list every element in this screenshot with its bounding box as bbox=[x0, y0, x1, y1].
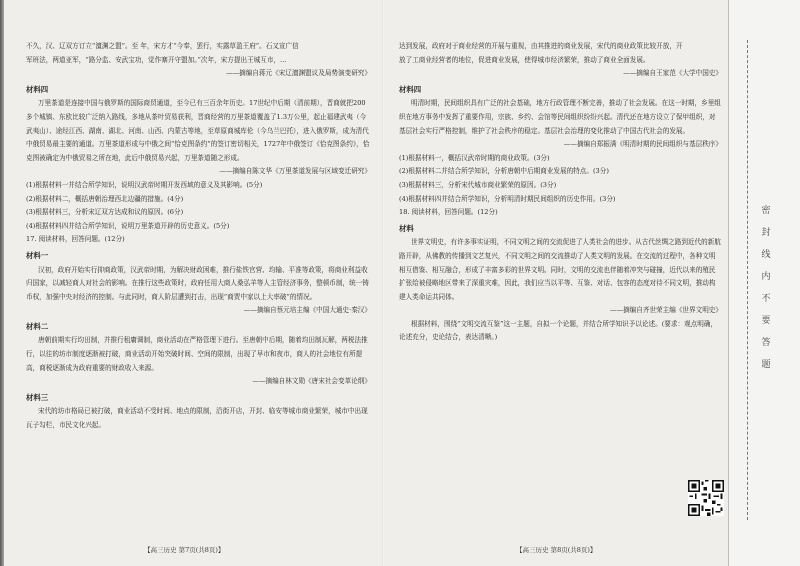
page-crease bbox=[382, 0, 384, 566]
binding-label: 密封线内不要答题 bbox=[761, 206, 771, 370]
left-material3-heading: 材料三 bbox=[26, 392, 49, 402]
right-material4-text: 明清时期，民间组织具有广泛的社会基础，地方行政管理不断完善，推动了社会发展。在这一时期，乡里组织在地方事务中发挥了重要作用，宗族、乡约、会馆等民间组织纷纷兴起。清代还在地方设立了保甲组织，对基层社会实行严格控制，维护了社会秩序的稳定。基层社会治理的变化推动了中国古代社会的发展。 bbox=[399, 99, 721, 135]
right-page-footer: 【高三历史 第8页(共8页)】 bbox=[516, 546, 597, 554]
left-material2-heading: 材料二 bbox=[26, 321, 49, 331]
right-question-4: (4)根据材料四并结合所学知识，分析明清时期民间组织的历史作用。(3分) bbox=[399, 194, 616, 203]
left-material2-text: 唐朝前期实行均田制，并推行租庸调制，商业活动在严格管理下进行。至唐朝中后期，随着均田制瓦解，两税法推行，以往的坊市制度逐渐被打破，商业活动开始突破时间、空间的限制，出现了早市和夜市，商人的社会地位有所提高，商税逐渐成为政府重要的财政收入来源。 bbox=[26, 336, 368, 372]
exam-sheet bbox=[4, 0, 728, 566]
question-18-header: 18. 阅读材料，回答问题。(12分) bbox=[399, 208, 498, 217]
left-page-column bbox=[26, 40, 371, 433]
left-top-line-1: 不久，汉、辽双方订立“澶渊之盟”。至 年，宋方才“今奉，罢行，实露草盈王府”。石又宣广信 bbox=[26, 42, 299, 50]
binding-margin bbox=[728, 0, 800, 566]
binding-dashed-line bbox=[747, 40, 748, 520]
right-source-1: ——摘编自王家范《大学中国史》 bbox=[623, 69, 722, 78]
right-top-line-2: 放了工商业经营者的地位，促进商业发展，使得城市经济繁荣，推动了商业全面发展。 bbox=[399, 55, 650, 64]
right-material-text: 世界文明史，有许多事实证明，不同文明之间的交流促进了人类社会的进步。从古代丝绸之路到近代的新航路开辟，从佛教的传播到文艺复兴，不同文明之间的交流推动了人类文明的发展。在交流的过程中，各种文明相互借鉴、相互融合，形成了丰富多彩的世界文明。同时，文明的交流也伴随着冲突与碰撞，近代以来的殖民扩张给被侵略地区带来了深重灾难，因此，我们应当以平等、互鉴、对话、包容的态度对待不同文明，推动构建人类命运共同体。 bbox=[399, 238, 721, 301]
right-top-line-1: 达到发展，政府对于商业经营的开展与重视，由其推进的商业发展，宋代的商业政策比较开放，开 bbox=[399, 42, 683, 50]
question-17-header: 17. 阅读材料，回答问题。(12分) bbox=[26, 235, 125, 244]
right-source-2: ——摘编自郑振满《明清时期的民间组织与基层秩序》 bbox=[563, 140, 722, 149]
left-source-2: ——摘编自陈文华《万里茶道发展与区域变迁研究》 bbox=[219, 167, 371, 176]
left-material4-text: 万里茶道是连接中国与俄罗斯的国际商贸通道，至今已有三百余年历史。17世纪中后期（清前期），晋商就把200多个城镇、东欧比较广泛纳入路线，多地从茶叶贸易获利，晋商经营的万里茶道覆盖了1.3万公里，起止福建武夷（今武夷山）、途经江西、湖南、湖北、河南、山西、内蒙古等地，至草原商城库伦（今乌兰巴托），进入俄罗斯，成为清代中俄贸易最主要的通道。万里茶道形成与中俄之间“恰克图条约”的签订密切相关，1727年中俄签订《恰克图条约》，恰克图被确定为中俄贸易之所在地，此后中俄贸易兴起，万里茶道随之形成。 bbox=[26, 99, 370, 162]
right-instruction: 根据材料，围绕“文明交流互鉴”这一主题，自拟一个论题，并结合所学知识予以论述。(要求：观点明确，论述充分，史论结合，表达清晰。) bbox=[399, 319, 718, 342]
left-page-footer: 【高三历史 第7页(共8页)】 bbox=[144, 546, 225, 554]
left-source-4: ——摘编自林文勋《唐宋社会变革论纲》 bbox=[252, 377, 371, 386]
right-source-3: ——摘编自齐世荣主编《世界文明史》 bbox=[609, 306, 722, 315]
left-material1-heading: 材料一 bbox=[26, 250, 49, 260]
right-material4-heading: 材料四 bbox=[399, 84, 422, 94]
left-source-3: ——摘编自蔡元培主编《中国大通史·秦汉》 bbox=[243, 306, 371, 315]
right-material-heading: 材料 bbox=[399, 223, 414, 233]
right-question-2: (2)根据材料二并结合所学知识，分析唐朝中后期商业发展的特点。(3分) bbox=[399, 167, 609, 176]
left-question-4: (4)根据材料四并结合所学知识，说明万里茶道开辟的历史意义。(5分) bbox=[26, 221, 230, 230]
right-question-1: (1)根据材料一，概括汉武帝时期的商业政策。(3分) bbox=[399, 153, 550, 162]
right-page-column bbox=[399, 40, 722, 345]
left-top-line-2: 军班法，两道亚军，“路分监、安武宝功，觉作寨开守盟加。”次年，宋方提出王城互市，... bbox=[26, 55, 287, 64]
left-source-1: ——摘编自蒋元《宋辽澶渊盟议及局势演变研究》 bbox=[225, 69, 371, 78]
left-question-1: (1)根据材料一并结合所学知识，说明汉武帝时期开发西域的意义及其影响。(5分) bbox=[26, 180, 263, 189]
left-material4-heading: 材料四 bbox=[26, 84, 49, 94]
left-question-2: (2)根据材料二，概括唐朝治理西北边疆的措施。(4分) bbox=[26, 194, 184, 203]
left-material1-text: 汉初，政府开始实行抑商政策，汉武帝时期，为解决财政困难，推行盐铁官营、均输、平准等政策，将商业利益收归国家，以减轻商人对社会的影响。在推行这些政策时，政府任用大商人桑弘羊等人主管经济事务，整顿币制，统一铸币权，加强中央对经济的控制。与此同时，商人阶层遭到打击，出现“商贾中家以上大率破”的情况。 bbox=[26, 265, 369, 301]
qr-code-icon bbox=[688, 480, 724, 516]
right-question-3: (3)根据材料三，分析宋代城市商业繁荣的原因。(3分) bbox=[399, 180, 557, 189]
left-question-3: (3)根据材料三，分析宋辽双方达成和议的原因。(6分) bbox=[26, 208, 184, 217]
left-material3-text: 宋代的坊市格局已被打破，商业活动不受时间、地点的限制，沿街开店，开封、临安等城市商业繁荣，城市中出现瓦子勾栏，市民文化兴起。 bbox=[26, 407, 368, 430]
